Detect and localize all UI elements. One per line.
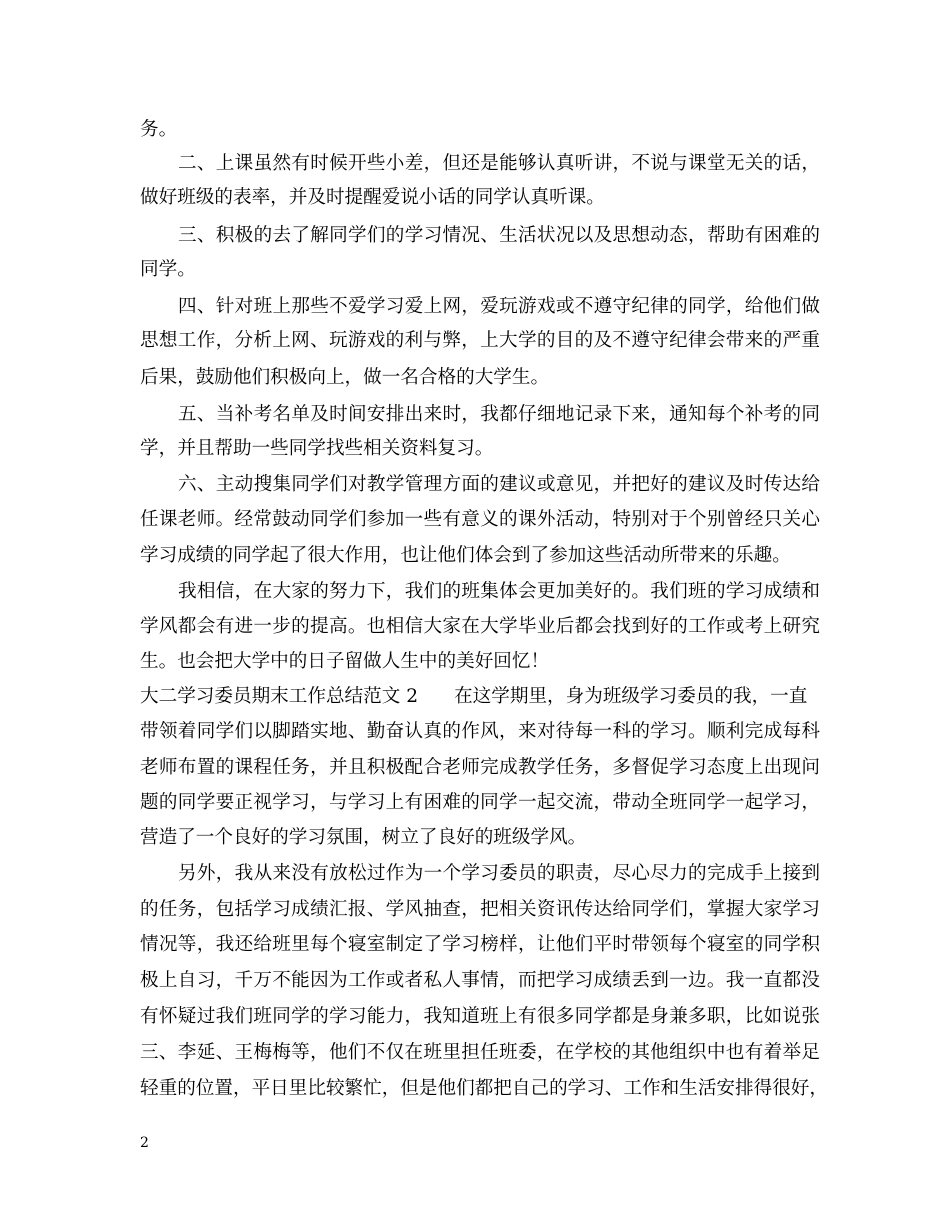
text-line: 营造了一个良好的学习氛围，树立了良好的班级学风。 <box>140 827 587 848</box>
text-line: 学，并且帮助一些同学找些相关资料复习。 <box>140 438 494 459</box>
text-line: 题的同学要正视学习，与学习上有困难的同学一起交流，带动全班同学一起学习， <box>140 792 820 813</box>
text-line: 极上自习，千万不能因为工作或者私人事情，而把学习成绩丢到一边。我一直都没 <box>140 970 820 991</box>
text-line: 另外，我从来没有放松过作为一个学习委员的职责，尽心尽力的完成手上接到 <box>178 863 820 884</box>
text-line: 五、当补考名单及时间安排出来时，我都仔细地记录下来，通知每个补考的同 <box>178 404 820 425</box>
text-line: 轻重的位置，平日里比较繁忙，但是他们都把自己的学习、工作和生活安排得很好， <box>140 1078 828 1099</box>
text-line: 二、上课虽然有时候开些小差，但还是能够认真听讲，不说与课堂无关的话， <box>178 153 820 174</box>
text-line: 我相信，在大家的努力下，我们的班集体会更加美好的。我们班的学习成绩和 <box>178 581 820 602</box>
text-line: 四、针对班上那些不爱学习爱上网，爱玩游戏或不遵守纪律的同学，给他们做 <box>178 296 820 317</box>
text-line: 在这学期里，身为班级学习委员的我，一直 <box>454 686 808 707</box>
page-number: 2 <box>140 1135 149 1151</box>
text-line: 任课老师。经常鼓动同学们参加一些有意义的课外活动，特别对于个别曾经只关心 <box>140 509 820 530</box>
text-line: 学风都会有进一步的提高。也相信大家在大学毕业后都会找到好的工作或考上研究 <box>140 616 820 637</box>
text-line: 思想工作，分析上网、玩游戏的利与弊，上大学的目的及不遵守纪律会带来的严重 <box>140 330 820 351</box>
text-line: 学习成绩的同学起了很大作用，也让他们体会到了参加这些活动所带来的乐趣。 <box>140 545 791 566</box>
text-line: 三、李延、王梅梅等，他们不仅在班里担任班委，在学校的其他组织中也有着举足 <box>140 1042 820 1063</box>
text-line: 做好班级的表率，并及时提醒爱说小话的同学认真听课。 <box>140 187 605 208</box>
text-line: 同学。 <box>140 259 196 280</box>
text-line: 生。也会把大学中的日子留做人生中的美好回忆！ <box>140 651 550 672</box>
text-line: 带领着同学们以脚踏实地、勤奋认真的作风，来对待每一科的学习。顺利完成每科 <box>140 721 820 742</box>
text-line: 六、主动搜集同学们对教学管理方面的建议或意见，并把好的建议及时传达给 <box>178 474 820 495</box>
text-line: 老师布置的课程任务，并且积极配合老师完成教学任务，多督促学习态度上出现问 <box>140 757 820 778</box>
text-line: 的任务，包括学习成绩汇报、学风抽查，把相关资讯传达给同学们，掌握大家学习 <box>140 899 820 920</box>
section-heading: 大二学习委员期末工作总结范文 2 <box>140 686 419 707</box>
text-line: 三、积极的去了解同学们的学习情况、生活状况以及思想动态，帮助有困难的 <box>178 225 820 246</box>
section-heading-line <box>140 680 820 714</box>
text-line: 后果，鼓励他们积极向上，做一名合格的大学生。 <box>140 367 550 388</box>
text-line: 务。 <box>140 119 178 140</box>
text-line: 有怀疑过我们班同学的学习能力，我知道班上有很多同学都是身兼多职，比如说张 <box>140 1006 820 1027</box>
text-line: 情况等，我还给班里每个寝室制定了学习榜样，让他们平时带领每个寝室的同学积 <box>140 934 820 955</box>
